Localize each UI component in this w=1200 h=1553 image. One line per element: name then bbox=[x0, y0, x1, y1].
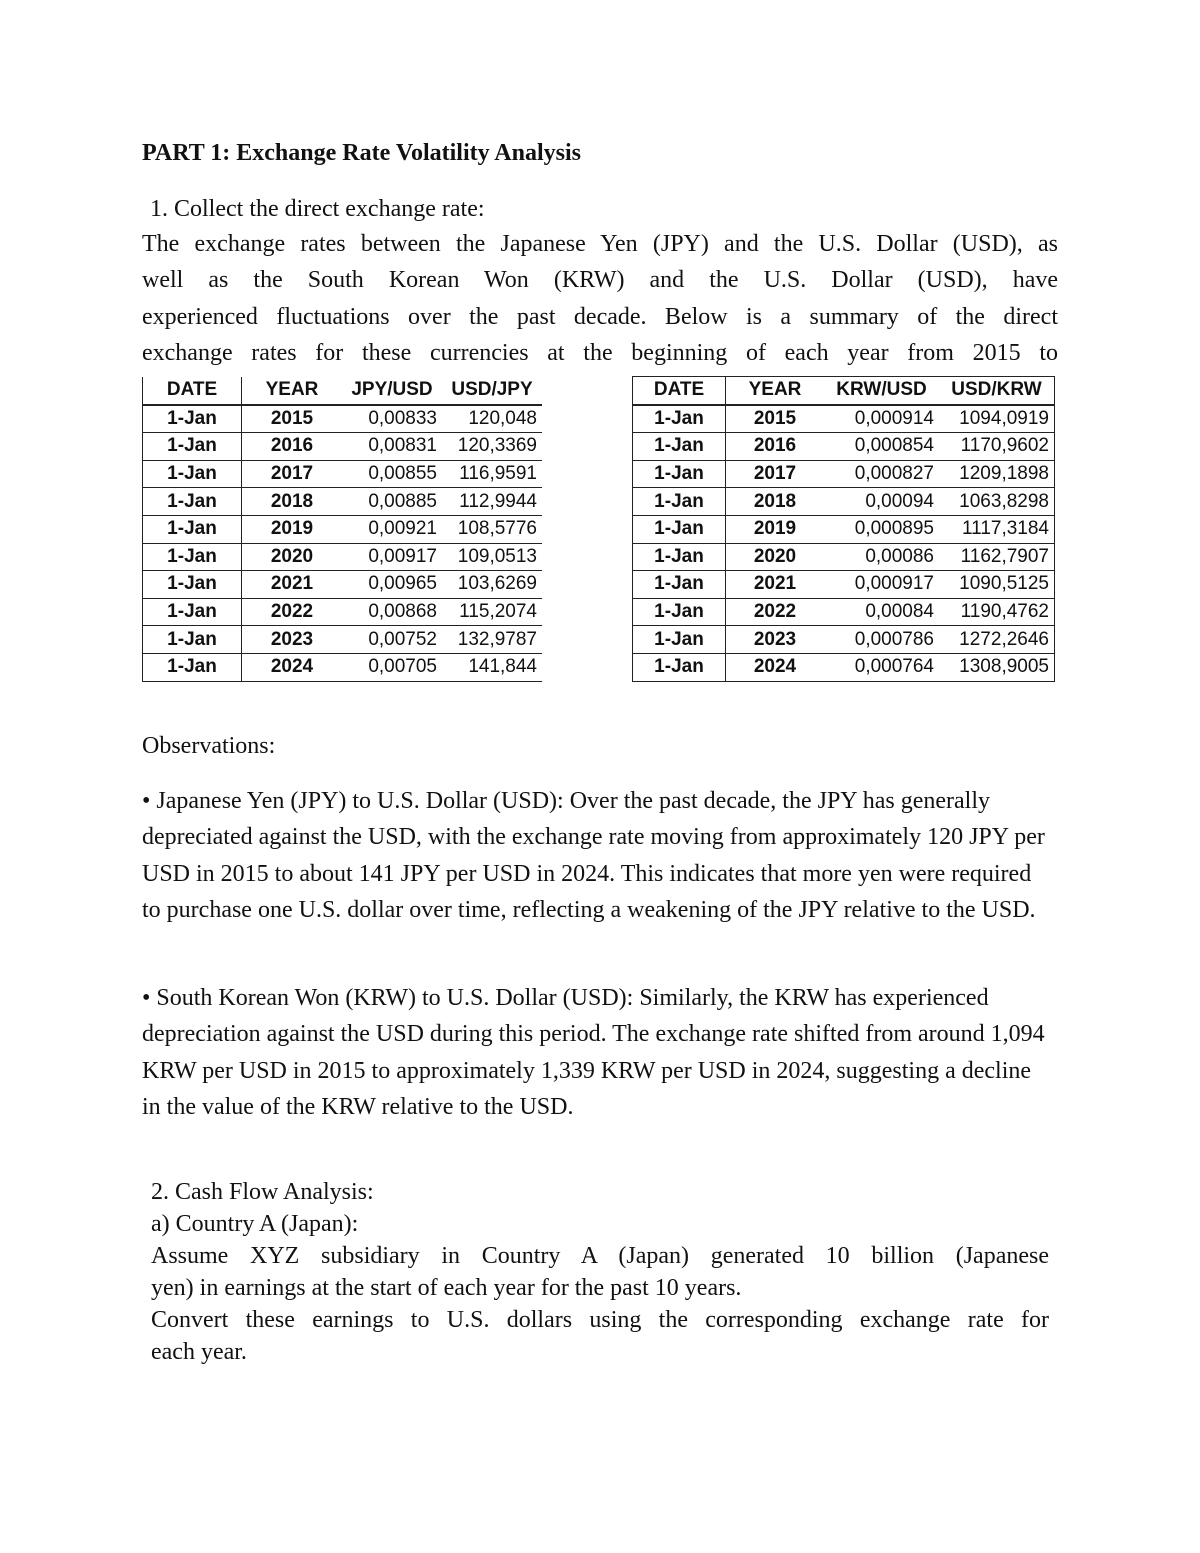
table-row bbox=[143, 626, 543, 654]
inverse-rate-cell: 109,0513 bbox=[442, 543, 542, 571]
table-row bbox=[633, 626, 1055, 654]
year-cell: 2020 bbox=[726, 543, 825, 571]
year-cell: 2019 bbox=[726, 515, 825, 543]
inverse-rate-cell: 1162,7907 bbox=[939, 543, 1055, 571]
inverse-rate-cell: 1090,5125 bbox=[939, 571, 1055, 599]
rate-cell: 0,000854 bbox=[824, 433, 939, 461]
year-cell: 2016 bbox=[726, 433, 825, 461]
inverse-rate-cell: 115,2074 bbox=[442, 598, 542, 626]
date-cell: 1-Jan bbox=[633, 653, 726, 681]
table-row bbox=[143, 653, 543, 681]
table-row bbox=[633, 433, 1055, 461]
column-header: YEAR bbox=[242, 377, 343, 405]
table-header-row bbox=[143, 377, 543, 405]
date-cell: 1-Jan bbox=[633, 433, 726, 461]
step1-paragraph bbox=[142, 226, 1058, 372]
year-cell: 2017 bbox=[726, 460, 825, 488]
date-cell: 1-Jan bbox=[143, 433, 242, 461]
rate-cell: 0,000764 bbox=[824, 653, 939, 681]
year-cell: 2022 bbox=[242, 598, 343, 626]
table-row bbox=[633, 598, 1055, 626]
date-cell: 1-Jan bbox=[143, 598, 242, 626]
rate-cell: 0,00831 bbox=[342, 433, 442, 461]
table-row bbox=[633, 460, 1055, 488]
rate-cell: 0,00833 bbox=[342, 405, 442, 433]
page-title: PART 1: Exchange Rate Volatility Analysis bbox=[142, 140, 581, 166]
observations-title: Observations: bbox=[142, 733, 276, 759]
column-header: KRW/USD bbox=[824, 377, 939, 405]
inverse-rate-cell: 112,9944 bbox=[442, 488, 542, 516]
table-row bbox=[633, 405, 1055, 433]
column-header: DATE bbox=[633, 377, 726, 405]
date-cell: 1-Jan bbox=[633, 488, 726, 516]
inverse-rate-cell: 103,6269 bbox=[442, 571, 542, 599]
date-cell: 1-Jan bbox=[143, 653, 242, 681]
column-header: USD/JPY bbox=[442, 377, 542, 405]
date-cell: 1-Jan bbox=[143, 515, 242, 543]
year-cell: 2015 bbox=[242, 405, 343, 433]
paragraph-line: each year. bbox=[151, 1338, 247, 1365]
rate-cell: 0,00084 bbox=[824, 598, 939, 626]
table-row bbox=[143, 515, 543, 543]
date-cell: 1-Jan bbox=[143, 460, 242, 488]
table-row bbox=[143, 543, 543, 571]
step2-subheading: a) Country A (Japan): bbox=[151, 1210, 359, 1237]
inverse-rate-cell: 1094,0919 bbox=[939, 405, 1055, 433]
year-cell: 2023 bbox=[726, 626, 825, 654]
inverse-rate-cell: 132,9787 bbox=[442, 626, 542, 654]
table-row bbox=[143, 460, 543, 488]
date-cell: 1-Jan bbox=[633, 460, 726, 488]
date-cell: 1-Jan bbox=[633, 405, 726, 433]
rate-cell: 0,000917 bbox=[824, 571, 939, 599]
jpy-usd-table bbox=[142, 377, 542, 682]
year-cell: 2018 bbox=[242, 488, 343, 516]
date-cell: 1-Jan bbox=[633, 571, 726, 599]
date-cell: 1-Jan bbox=[143, 543, 242, 571]
rate-cell: 0,00855 bbox=[342, 460, 442, 488]
table-row bbox=[633, 653, 1055, 681]
date-cell: 1-Jan bbox=[143, 488, 242, 516]
table-row bbox=[633, 515, 1055, 543]
table-row bbox=[143, 571, 543, 599]
year-cell: 2024 bbox=[242, 653, 343, 681]
inverse-rate-cell: 120,048 bbox=[442, 405, 542, 433]
inverse-rate-cell: 116,9591 bbox=[442, 460, 542, 488]
inverse-rate-cell: 1063,8298 bbox=[939, 488, 1055, 516]
paragraph-line: Convert these earnings to U.S. dollars using the corresponding exchange rate for bbox=[151, 1306, 1049, 1333]
year-cell: 2020 bbox=[242, 543, 343, 571]
rate-cell: 0,00094 bbox=[824, 488, 939, 516]
rate-cell: 0,000786 bbox=[824, 626, 939, 654]
krw-usd-table bbox=[632, 376, 1055, 682]
year-cell: 2021 bbox=[242, 571, 343, 599]
paragraph-line: The exchange rates between the Japanese Yen (JPY) and the U.S. Dollar (USD), as bbox=[142, 231, 1058, 257]
rate-cell: 0,00917 bbox=[342, 543, 442, 571]
column-header: JPY/USD bbox=[342, 377, 442, 405]
paragraph-line: exchange rates for these currencies at the beginning of each year from 2015 to bbox=[142, 340, 1058, 367]
date-cell: 1-Jan bbox=[633, 626, 726, 654]
paragraph-line: yen) in earnings at the start of each year for the past 10 years. bbox=[151, 1274, 742, 1301]
inverse-rate-cell: 120,3369 bbox=[442, 433, 542, 461]
rate-cell: 0,00965 bbox=[342, 571, 442, 599]
table-row bbox=[633, 543, 1055, 571]
table-row bbox=[143, 433, 543, 461]
rate-cell: 0,00752 bbox=[342, 626, 442, 654]
inverse-rate-cell: 1209,1898 bbox=[939, 460, 1055, 488]
date-cell: 1-Jan bbox=[633, 598, 726, 626]
observation-jpy: • Japanese Yen (JPY) to U.S. Dollar (USD): Over the past decade, the JPY has generally depreciated against the USD, with the exchange rate moving from approximately 120 JPY per USD in 2015 to about 141 JPY per USD in 2024. This indicates that more yen were required to purchase one U.S. dollar over time, reflecting a weakening of the JPY relative to the USD. bbox=[142, 788, 1045, 923]
year-cell: 2024 bbox=[726, 653, 825, 681]
inverse-rate-cell: 108,5776 bbox=[442, 515, 542, 543]
rate-cell: 0,00705 bbox=[342, 653, 442, 681]
inverse-rate-cell: 1170,9602 bbox=[939, 433, 1055, 461]
paragraph-line: Assume XYZ subsidiary in Country A (Japan) generated 10 billion (Japanese bbox=[151, 1242, 1049, 1269]
table-row bbox=[143, 405, 543, 433]
year-cell: 2021 bbox=[726, 571, 825, 599]
rate-cell: 0,00086 bbox=[824, 543, 939, 571]
inverse-rate-cell: 1272,2646 bbox=[939, 626, 1055, 654]
rate-cell: 0,000895 bbox=[824, 515, 939, 543]
date-cell: 1-Jan bbox=[633, 515, 726, 543]
step2-section bbox=[151, 1177, 1049, 1368]
step2-heading: 2. Cash Flow Analysis: bbox=[151, 1179, 374, 1205]
paragraph-line: well as the South Korean Won (KRW) and the U.S. Dollar (USD), have bbox=[142, 267, 1058, 294]
year-cell: 2016 bbox=[242, 433, 343, 461]
rate-cell: 0,00885 bbox=[342, 488, 442, 516]
table-row bbox=[143, 598, 543, 626]
date-cell: 1-Jan bbox=[143, 405, 242, 433]
table-row bbox=[143, 488, 543, 516]
observation-krw: • South Korean Won (KRW) to U.S. Dollar (USD): Similarly, the KRW has experienced depreciation against the USD during this period. The exchange rate shifted from around 1,094 KRW per USD in 2015 to approximately 1,339 KRW per USD in 2024, suggesting a decline in the value of the KRW relative to the USD. bbox=[142, 985, 1045, 1120]
inverse-rate-cell: 141,844 bbox=[442, 653, 542, 681]
year-cell: 2015 bbox=[726, 405, 825, 433]
year-cell: 2019 bbox=[242, 515, 343, 543]
step1-heading: 1. Collect the direct exchange rate: bbox=[150, 196, 485, 222]
year-cell: 2023 bbox=[242, 626, 343, 654]
rate-cell: 0,00921 bbox=[342, 515, 442, 543]
column-header: DATE bbox=[143, 377, 242, 405]
rate-cell: 0,00868 bbox=[342, 598, 442, 626]
table-row bbox=[633, 571, 1055, 599]
date-cell: 1-Jan bbox=[633, 543, 726, 571]
column-header: YEAR bbox=[726, 377, 825, 405]
year-cell: 2022 bbox=[726, 598, 825, 626]
inverse-rate-cell: 1190,4762 bbox=[939, 598, 1055, 626]
year-cell: 2017 bbox=[242, 460, 343, 488]
table-header-row bbox=[633, 377, 1055, 405]
date-cell: 1-Jan bbox=[143, 626, 242, 654]
table-row bbox=[633, 488, 1055, 516]
column-header: USD/KRW bbox=[939, 377, 1055, 405]
year-cell: 2018 bbox=[726, 488, 825, 516]
inverse-rate-cell: 1117,3184 bbox=[939, 515, 1055, 543]
inverse-rate-cell: 1308,9005 bbox=[939, 653, 1055, 681]
rate-cell: 0,000914 bbox=[824, 405, 939, 433]
rate-cell: 0,000827 bbox=[824, 460, 939, 488]
paragraph-line: experienced fluctuations over the past decade. Below is a summary of the direct bbox=[142, 303, 1058, 330]
date-cell: 1-Jan bbox=[143, 571, 242, 599]
